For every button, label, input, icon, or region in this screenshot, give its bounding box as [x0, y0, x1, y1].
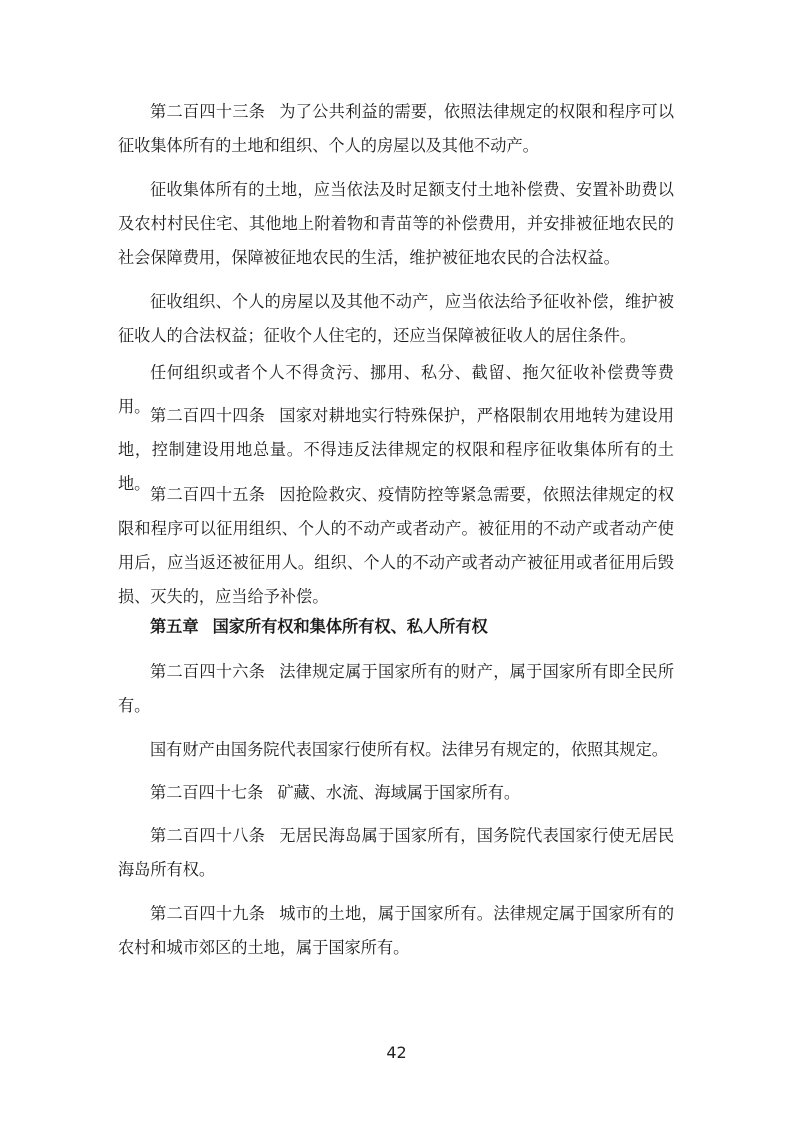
article-text: 法律规定属于国家所有的财产，属于国家所有即全民所有。: [118, 662, 675, 715]
article-246-paragraph-2: [118, 733, 674, 767]
article-text: 无居民海岛属于国家所有，国务院代表国家行使无居民海岛所有权。: [118, 826, 675, 879]
article-246-paragraph: [118, 655, 674, 723]
article-text: 国家对耕地实行特殊保护，严格限制农用地转为建设用地，控制建设用地总量。不得违反法律规定的权限和程序征收集体所有的土地。: [118, 406, 675, 493]
article-243-paragraph-2: [118, 173, 674, 275]
article-248-paragraph: [118, 819, 674, 887]
article-247-paragraph: [118, 776, 674, 810]
article-label: 第二百四十七条: [150, 783, 264, 802]
article-243-paragraph-3: [118, 285, 674, 353]
paragraph-text: 任何组织或者个人不得贪污、挪用、私分、截留、拖欠征收补偿费等费用。: [118, 363, 674, 416]
paragraph-text: 国有财产由国务院代表国家行使所有权。法律另有规定的，依照其规定。: [150, 740, 668, 759]
article-label: 第二百四十八条: [150, 826, 266, 845]
paragraph-text: 征收集体所有的土地，应当依法及时足额支付土地补偿费、安置补助费以及农村村民住宅、其他地上附着物和青苗等的补偿费用，并安排被征地农民的社会保障费用，保障被征地农民的生活，维护被征地农民的合法权益。: [118, 180, 674, 267]
chapter-5-heading: [118, 610, 674, 644]
paragraph-text: 征收组织、个人的房屋以及其他不动产，应当依法给予征收补偿，维护被征收人的合法权益；征收个人住宅的，还应当保障被征收人的居住条件。: [118, 292, 674, 345]
article-243-paragraph: [118, 95, 674, 163]
page-number: 42: [386, 1043, 407, 1062]
article-text: 因抢险救灾、疫情防控等紧急需要，依照法律规定的权限和程序可以征用组织、个人的不动产或者动产。被征用的不动产或者动产使用后，应当返还被征用人。组织、个人的不动产或者动产被征用或者征用后毁损、灭失的，应当给予补偿。: [118, 485, 675, 606]
article-text: 为了公共利益的需要，依照法律规定的权限和程序可以征收集体所有的土地和组织、个人的房屋以及其他不动产。: [118, 102, 675, 155]
article-label: 第二百四十六条: [150, 662, 266, 681]
article-label: 第二百四十九条: [150, 904, 266, 923]
article-label: 第二百四十三条: [150, 102, 266, 121]
article-label: 第二百四十五条: [150, 485, 266, 504]
article-label: 第二百四十四条: [150, 406, 266, 425]
article-text: 矿藏、水流、海域属于国家所有。: [277, 783, 521, 802]
article-text: 城市的土地，属于国家所有。法律规定属于国家所有的农村和城市郊区的土地，属于国家所有。: [118, 904, 675, 957]
article-249-paragraph: [118, 897, 674, 965]
chapter-title: 国家所有权和集体所有权、私人所有权: [212, 617, 488, 636]
chapter-label: 第五章: [150, 617, 199, 636]
article-245-paragraph: [118, 478, 674, 614]
